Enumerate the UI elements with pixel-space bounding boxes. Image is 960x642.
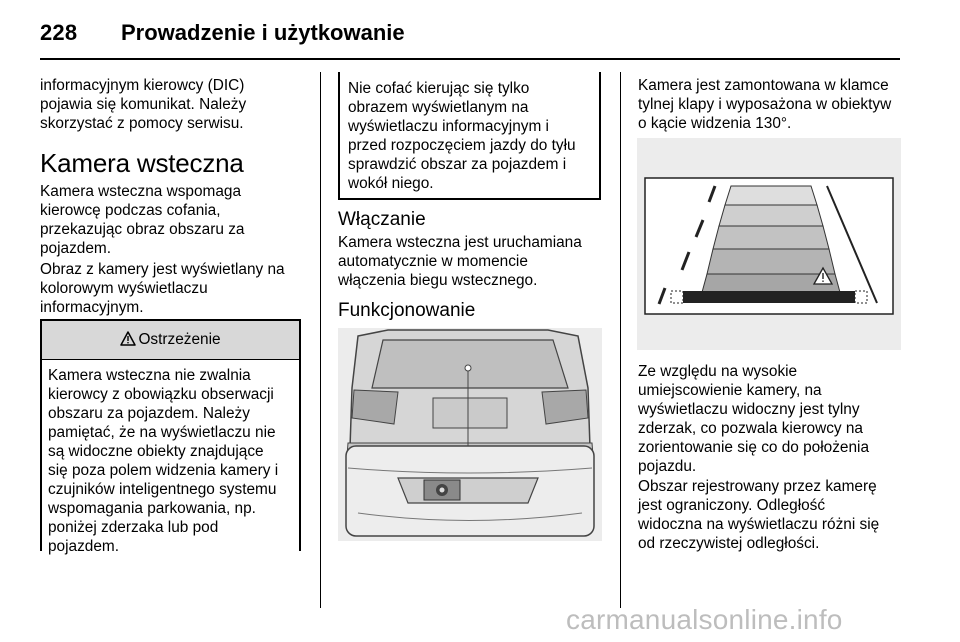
watermark: carmanualsonline.info	[566, 604, 843, 635]
warning-title: Ostrzeżenie	[138, 331, 221, 348]
intro-paragraph: informacyjnym kierowcy (DIC) pojawia się komunikat. Należy skorzystać z pomocy serwisu.	[40, 77, 247, 132]
subsection-title-function: Funkcjonowanie	[338, 300, 476, 321]
warning-text: Kamera wsteczna nie zwalnia kierowcy z obowiązku obserwacji obszaru za pojazdem. Należy pamiętać, że na wyświetlaczu nie są widoczne obiekty znajdujące się poza polem widzenia kamery i czujników inteligentnego systemu wspomagania parkowania, np. poniżej zderzaka lub pod pojazdem.	[48, 367, 279, 555]
bumper-paragraph: Ze względu na wysokie umiejscowienie kamery, na wyświetlaczu widoczny jest tylny zderzak, co pozwala kierowcy na zorientowanie się co do położenia pojazdu.	[638, 363, 870, 475]
camera-mount-paragraph: Kamera jest zamontowana w klamce tylnej klapy i wyposażona w obiektyw o kącie widzenia 130°.	[638, 77, 892, 132]
subsection-title-activation: Włączanie	[338, 209, 426, 230]
note-box	[338, 72, 601, 200]
warning-triangle-icon	[120, 331, 136, 346]
page-title: Prowadzenie i użytkowanie	[121, 20, 405, 45]
activation-paragraph: Kamera wsteczna jest uruchamiana automatycznie w momencie włączenia biegu wstecznego.	[338, 234, 582, 289]
warning-header	[42, 321, 299, 360]
warning-box	[40, 319, 301, 555]
car-rear-illustration	[338, 328, 602, 541]
display-paragraph: Obraz z kamery jest wyświetlany na kolorowym wyświetlaczu informacyjnym.	[40, 261, 285, 316]
column-divider-1	[320, 72, 321, 608]
camera-intro-paragraph: Kamera wsteczna wspomaga kierowcę podczas cofania, przekazując obraz obszaru za pojazdem.	[40, 183, 245, 257]
column-divider-2	[620, 72, 621, 608]
header-rule	[40, 58, 900, 60]
note-text: Nie cofać kierując się tylko obrazem wyświetlanym na wyświetlaczu informacyjnym i przed rozpoczęciem jazdy do tyłu sprawdzić obszar za pojazdem i wokół niego.	[348, 80, 576, 192]
range-paragraph: Obszar rejestrowany przez kamerę jest ograniczony. Odległość widoczna na wyświetlaczu różni się od rzeczywistej odległości.	[638, 478, 880, 552]
page-number: 228	[40, 20, 78, 45]
section-title: Kamera wsteczna	[40, 148, 244, 178]
camera-display-illustration	[637, 138, 901, 350]
